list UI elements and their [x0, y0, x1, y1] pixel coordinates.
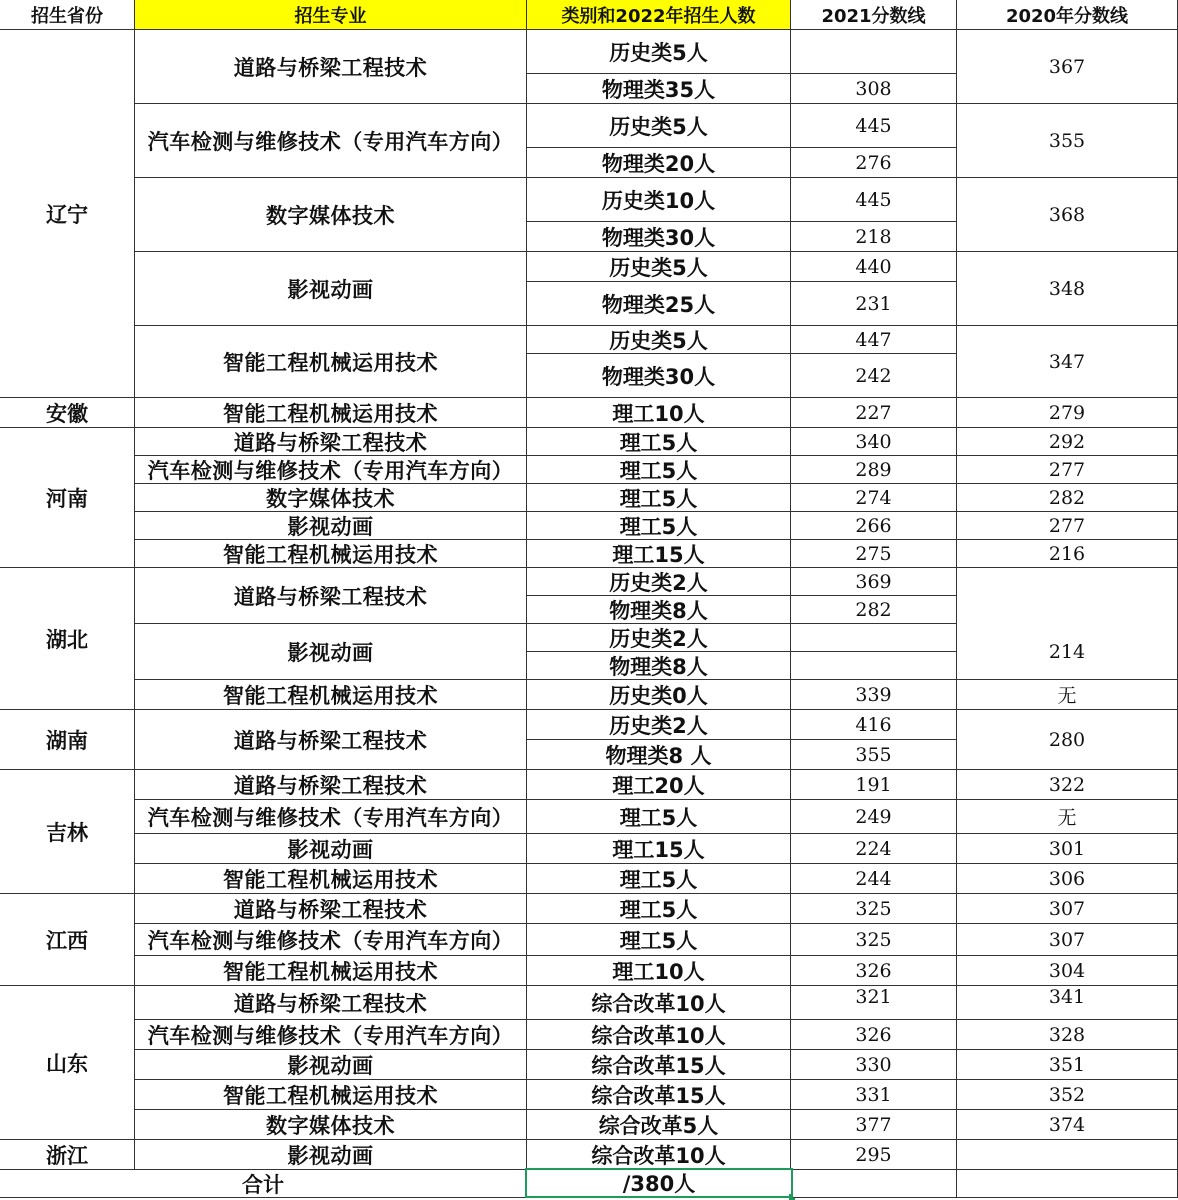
- category-cell[interactable]: 理工5人: [527, 484, 791, 512]
- score-2020-cell[interactable]: 322: [957, 770, 1178, 800]
- header-score-2020[interactable]: 2020年分数线: [957, 0, 1178, 30]
- score-2021-cell[interactable]: 321: [791, 986, 957, 1020]
- score-2021-cell[interactable]: 231: [791, 282, 957, 326]
- score-2020-cell[interactable]: 306: [957, 864, 1178, 894]
- score-2021-cell[interactable]: 355: [791, 740, 957, 770]
- score-2021-cell[interactable]: 377: [791, 1110, 957, 1140]
- province-cell[interactable]: 湖北: [0, 568, 135, 710]
- score-2021-cell[interactable]: 274: [791, 484, 957, 512]
- score-2021-cell[interactable]: 416: [791, 710, 957, 740]
- province-cell[interactable]: 吉林: [0, 770, 135, 894]
- score-2021-cell[interactable]: 308: [791, 74, 957, 104]
- major-cell[interactable]: 道路与桥梁工程技术: [135, 710, 527, 770]
- category-cell[interactable]: 综合改革5人: [527, 1110, 791, 1140]
- score-2021-cell[interactable]: 447: [791, 326, 957, 354]
- province-cell[interactable]: 安徽: [0, 398, 135, 428]
- category-cell[interactable]: 理工5人: [527, 428, 791, 456]
- score-2020-cell[interactable]: 277: [957, 456, 1178, 484]
- score-2020-cell[interactable]: 307: [957, 894, 1178, 924]
- category-cell[interactable]: 物理类8 人: [527, 740, 791, 770]
- total-empty-cell[interactable]: [793, 1170, 957, 1198]
- major-cell[interactable]: 智能工程机械运用技术: [135, 540, 527, 568]
- score-2020-cell[interactable]: [957, 1140, 1178, 1170]
- score-2021-cell[interactable]: 330: [791, 1050, 957, 1080]
- score-2021-cell[interactable]: 445: [791, 104, 957, 148]
- score-2021-cell[interactable]: 369: [791, 568, 957, 596]
- major-cell[interactable]: 智能工程机械运用技术: [135, 326, 527, 398]
- category-cell[interactable]: 综合改革10人: [527, 1020, 791, 1050]
- score-2021-cell[interactable]: 275: [791, 540, 957, 568]
- score-2020-cell[interactable]: 347: [957, 326, 1178, 398]
- category-cell[interactable]: 理工5人: [527, 924, 791, 956]
- province-cell[interactable]: 河南: [0, 428, 135, 568]
- category-cell[interactable]: 历史类2人: [527, 710, 791, 740]
- province-cell[interactable]: 浙江: [0, 1140, 135, 1170]
- major-cell[interactable]: 数字媒体技术: [135, 484, 527, 512]
- major-cell[interactable]: 影视动画: [135, 512, 527, 540]
- category-cell[interactable]: 理工5人: [527, 894, 791, 924]
- score-2021-cell[interactable]: 339: [791, 680, 957, 710]
- total-empty-cell[interactable]: [957, 1170, 1178, 1198]
- category-cell[interactable]: 历史类5人: [527, 104, 791, 148]
- category-cell[interactable]: 物理类35人: [527, 74, 791, 104]
- category-cell[interactable]: 理工10人: [527, 956, 791, 986]
- score-2021-cell[interactable]: [791, 624, 957, 652]
- major-cell[interactable]: 汽车检测与维修技术（专用汽车方向）: [135, 104, 527, 178]
- score-2020-cell[interactable]: 367: [957, 30, 1178, 104]
- category-cell[interactable]: 历史类0人: [527, 680, 791, 710]
- province-cell[interactable]: 山东: [0, 986, 135, 1140]
- category-cell[interactable]: 历史类2人: [527, 624, 791, 652]
- category-cell[interactable]: 综合改革10人: [527, 986, 791, 1020]
- major-cell[interactable]: 道路与桥梁工程技术: [135, 428, 527, 456]
- score-2021-cell[interactable]: 340: [791, 428, 957, 456]
- major-cell[interactable]: 汽车检测与维修技术（专用汽车方向）: [135, 456, 527, 484]
- score-2021-cell[interactable]: 224: [791, 834, 957, 864]
- category-cell[interactable]: 物理类25人: [527, 282, 791, 326]
- category-cell[interactable]: 综合改革10人: [527, 1140, 791, 1170]
- category-cell[interactable]: 综合改革15人: [527, 1050, 791, 1080]
- score-2020-cell[interactable]: 307: [957, 924, 1178, 956]
- category-cell[interactable]: 历史类5人: [527, 326, 791, 354]
- score-2021-cell[interactable]: [791, 30, 957, 74]
- category-cell[interactable]: 物理类30人: [527, 354, 791, 398]
- header-major[interactable]: 招生专业: [135, 0, 527, 30]
- category-cell[interactable]: 物理类30人: [527, 222, 791, 252]
- score-2021-cell[interactable]: 266: [791, 512, 957, 540]
- score-2021-cell[interactable]: 326: [791, 1020, 957, 1050]
- category-cell[interactable]: 物理类20人: [527, 148, 791, 178]
- category-cell[interactable]: 理工5人: [527, 512, 791, 540]
- category-cell[interactable]: 理工5人: [527, 800, 791, 834]
- category-cell[interactable]: 理工15人: [527, 540, 791, 568]
- score-2020-cell[interactable]: 277: [957, 512, 1178, 540]
- score-2020-cell[interactable]: 216: [957, 540, 1178, 568]
- major-cell[interactable]: 智能工程机械运用技术: [135, 398, 527, 428]
- major-cell[interactable]: 智能工程机械运用技术: [135, 956, 527, 986]
- category-cell[interactable]: 历史类2人: [527, 568, 791, 596]
- category-cell[interactable]: 物理类8人: [527, 652, 791, 680]
- major-cell[interactable]: 影视动画: [135, 1050, 527, 1080]
- score-2020-cell[interactable]: 374: [957, 1110, 1178, 1140]
- province-cell[interactable]: 湖南: [0, 710, 135, 770]
- major-cell[interactable]: 智能工程机械运用技术: [135, 1080, 527, 1110]
- score-2020-cell[interactable]: 368: [957, 178, 1178, 252]
- category-cell[interactable]: 理工5人: [527, 456, 791, 484]
- major-cell[interactable]: 影视动画: [135, 1140, 527, 1170]
- major-cell[interactable]: 数字媒体技术: [135, 178, 527, 252]
- major-cell[interactable]: 道路与桥梁工程技术: [135, 568, 527, 624]
- score-2020-cell[interactable]: 279: [957, 398, 1178, 428]
- score-2020-cell[interactable]: 无: [957, 680, 1178, 710]
- major-cell[interactable]: 道路与桥梁工程技术: [135, 770, 527, 800]
- major-cell[interactable]: 道路与桥梁工程技术: [135, 986, 527, 1020]
- major-cell[interactable]: 汽车检测与维修技术（专用汽车方向）: [135, 1020, 527, 1050]
- score-2020-cell[interactable]: 282: [957, 484, 1178, 512]
- score-2020-cell[interactable]: 304: [957, 956, 1178, 986]
- major-cell[interactable]: 道路与桥梁工程技术: [135, 894, 527, 924]
- score-2021-cell[interactable]: 242: [791, 354, 957, 398]
- province-cell[interactable]: 辽宁: [0, 30, 135, 398]
- score-2021-cell[interactable]: 218: [791, 222, 957, 252]
- score-2020-cell[interactable]: 无: [957, 800, 1178, 834]
- province-cell[interactable]: 江西: [0, 894, 135, 986]
- score-2021-cell[interactable]: 282: [791, 596, 957, 624]
- category-cell[interactable]: 理工20人: [527, 770, 791, 800]
- category-cell[interactable]: 理工10人: [527, 398, 791, 428]
- major-cell[interactable]: 汽车检测与维修技术（专用汽车方向）: [135, 800, 527, 834]
- score-2020-cell[interactable]: 351: [957, 1050, 1178, 1080]
- score-2021-cell[interactable]: [791, 652, 957, 680]
- major-cell[interactable]: 智能工程机械运用技术: [135, 864, 527, 894]
- score-2021-cell[interactable]: 276: [791, 148, 957, 178]
- header-province[interactable]: 招生省份: [0, 0, 135, 30]
- total-label[interactable]: 合计: [0, 1170, 527, 1198]
- score-2021-cell[interactable]: 191: [791, 770, 957, 800]
- score-2020-cell[interactable]: [957, 568, 1178, 624]
- header-category-2022[interactable]: 类别和2022年招生人数: [527, 0, 791, 30]
- major-cell[interactable]: 影视动画: [135, 252, 527, 326]
- score-2020-cell[interactable]: 355: [957, 104, 1178, 178]
- major-cell[interactable]: 数字媒体技术: [135, 1110, 527, 1140]
- major-cell[interactable]: 智能工程机械运用技术: [135, 680, 527, 710]
- score-2021-cell[interactable]: 445: [791, 178, 957, 222]
- score-2020-cell[interactable]: 341: [957, 986, 1178, 1020]
- score-2020-cell[interactable]: 292: [957, 428, 1178, 456]
- score-2021-cell[interactable]: 325: [791, 924, 957, 956]
- score-2021-cell[interactable]: 227: [791, 398, 957, 428]
- score-2020-cell[interactable]: 280: [957, 710, 1178, 770]
- header-score-2021[interactable]: 2021分数线: [791, 0, 957, 30]
- category-cell[interactable]: 历史类5人: [527, 30, 791, 74]
- score-2021-cell[interactable]: 249: [791, 800, 957, 834]
- category-cell[interactable]: 历史类5人: [527, 252, 791, 282]
- category-cell[interactable]: 理工5人: [527, 864, 791, 894]
- major-cell[interactable]: 汽车检测与维修技术（专用汽车方向）: [135, 924, 527, 956]
- score-2021-cell[interactable]: 326: [791, 956, 957, 986]
- score-2020-cell[interactable]: 301: [957, 834, 1178, 864]
- category-cell[interactable]: 综合改革15人: [527, 1080, 791, 1110]
- score-2021-cell[interactable]: 325: [791, 894, 957, 924]
- major-cell[interactable]: 道路与桥梁工程技术: [135, 30, 527, 104]
- score-2021-cell[interactable]: 289: [791, 456, 957, 484]
- score-2020-cell[interactable]: 214: [957, 624, 1178, 680]
- score-2021-cell[interactable]: 440: [791, 252, 957, 282]
- major-cell[interactable]: 影视动画: [135, 834, 527, 864]
- category-cell[interactable]: 物理类8人: [527, 596, 791, 624]
- total-value[interactable]: /380人: [525, 1168, 793, 1198]
- score-2020-cell[interactable]: 352: [957, 1080, 1178, 1110]
- score-2021-cell[interactable]: 244: [791, 864, 957, 894]
- score-2020-cell[interactable]: 348: [957, 252, 1178, 326]
- category-cell[interactable]: 历史类10人: [527, 178, 791, 222]
- score-2021-cell[interactable]: 295: [791, 1140, 957, 1170]
- major-cell[interactable]: 影视动画: [135, 624, 527, 680]
- category-cell[interactable]: 理工15人: [527, 834, 791, 864]
- score-2021-cell[interactable]: 331: [791, 1080, 957, 1110]
- score-2020-cell[interactable]: 328: [957, 1020, 1178, 1050]
